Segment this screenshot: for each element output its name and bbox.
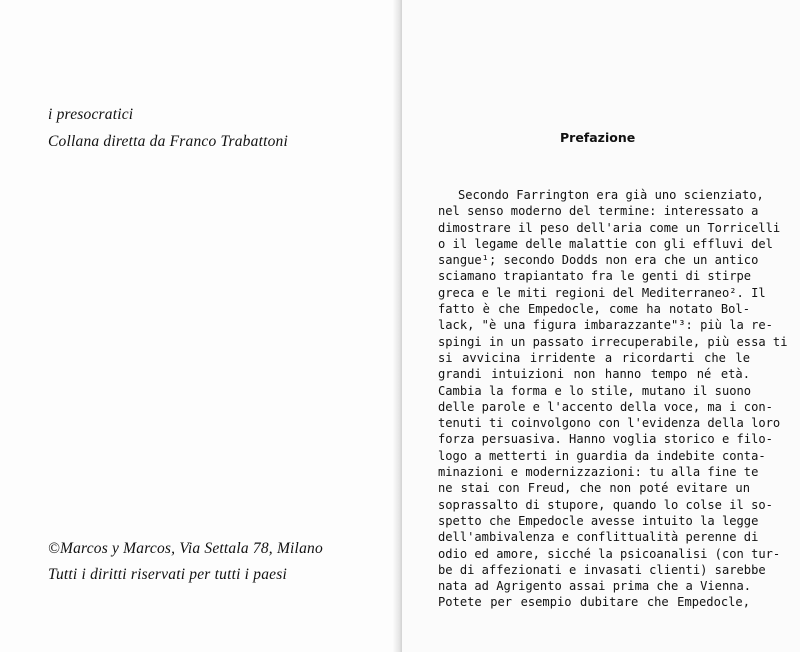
preface-line: nel senso moderno del termine: interessato a xyxy=(438,204,759,219)
preface-line: delle parole e l'accento della voce, ma i con- xyxy=(438,399,773,414)
preface-line: minazioni e modernizzazioni: tu alla fine te xyxy=(438,465,759,480)
preface-line: grandi intuizioni non hanno tempo né età. xyxy=(438,367,750,382)
series-editor: Collana diretta da Franco Trabattoni xyxy=(48,133,289,150)
preface-line: logo a metterti in guardia da indebite conta- xyxy=(438,448,766,463)
preface-line: lack, "è una figura imbarazzante"³: più la re- xyxy=(438,318,773,333)
preface-line: Secondo Farrington era già uno scienziato, xyxy=(458,188,764,202)
preface-line: Potete per esempio dubitare che Empedocle, xyxy=(438,595,750,610)
preface-line: spetto che Empedocle avesse intuito la legge xyxy=(438,513,759,528)
rights-notice: Tutti i diritti riservati per tutti i paesi xyxy=(48,566,287,583)
preface-line: Cambia la forma e lo stile, mutano il suono xyxy=(438,383,752,398)
preface-line: soprassalto di stupore, quando lo colse il so- xyxy=(438,497,773,512)
preface-line: sciamano trapiantato fra le genti di stirpe xyxy=(438,269,752,284)
preface-line: o il legame delle malattie con gli effluvi del xyxy=(438,236,773,251)
preface-line: be di affezionati e invasati clienti) sarebbe xyxy=(438,562,766,577)
preface-line: sangue¹; secondo Dodds non era che un antico xyxy=(438,253,759,268)
preface-line: greca e le miti regioni del Mediterraneo². Il xyxy=(438,285,766,300)
preface-line: si avvicina irridente a ricordarti che le xyxy=(438,350,750,365)
page-title: Prefazione xyxy=(560,130,636,145)
preface-line: dell'ambivalenza e conflittualità perenne di xyxy=(438,530,759,545)
preface-line: nata ad Agrigento assai prima che a Vienna. xyxy=(438,579,752,594)
series-title: i presocratici xyxy=(48,106,134,123)
preface-line: fatto è che Empedocle, come ha notato Bol- xyxy=(438,302,750,317)
left-page xyxy=(0,0,398,652)
preface-line: ne stai con Freud, che non poté evitare un xyxy=(438,481,750,496)
preface-line: tenuti ti coinvolgono con l'evidenza della loro xyxy=(438,416,781,431)
preface-line: forza persuasiva. Hanno voglia storico e filo- xyxy=(438,432,773,447)
preface-line: dimostrare il peso dell'aria come un Torricelli xyxy=(438,220,781,235)
preface-line: spingi in un passato irrecuperabile, più essa ti xyxy=(438,334,788,349)
preface-line: odio ed amore, sicché la psicoanalisi (con tur- xyxy=(438,546,781,561)
publisher-notice: ©Marcos y Marcos, Via Settala 78, Milano xyxy=(48,540,323,557)
preface-body xyxy=(438,187,788,611)
